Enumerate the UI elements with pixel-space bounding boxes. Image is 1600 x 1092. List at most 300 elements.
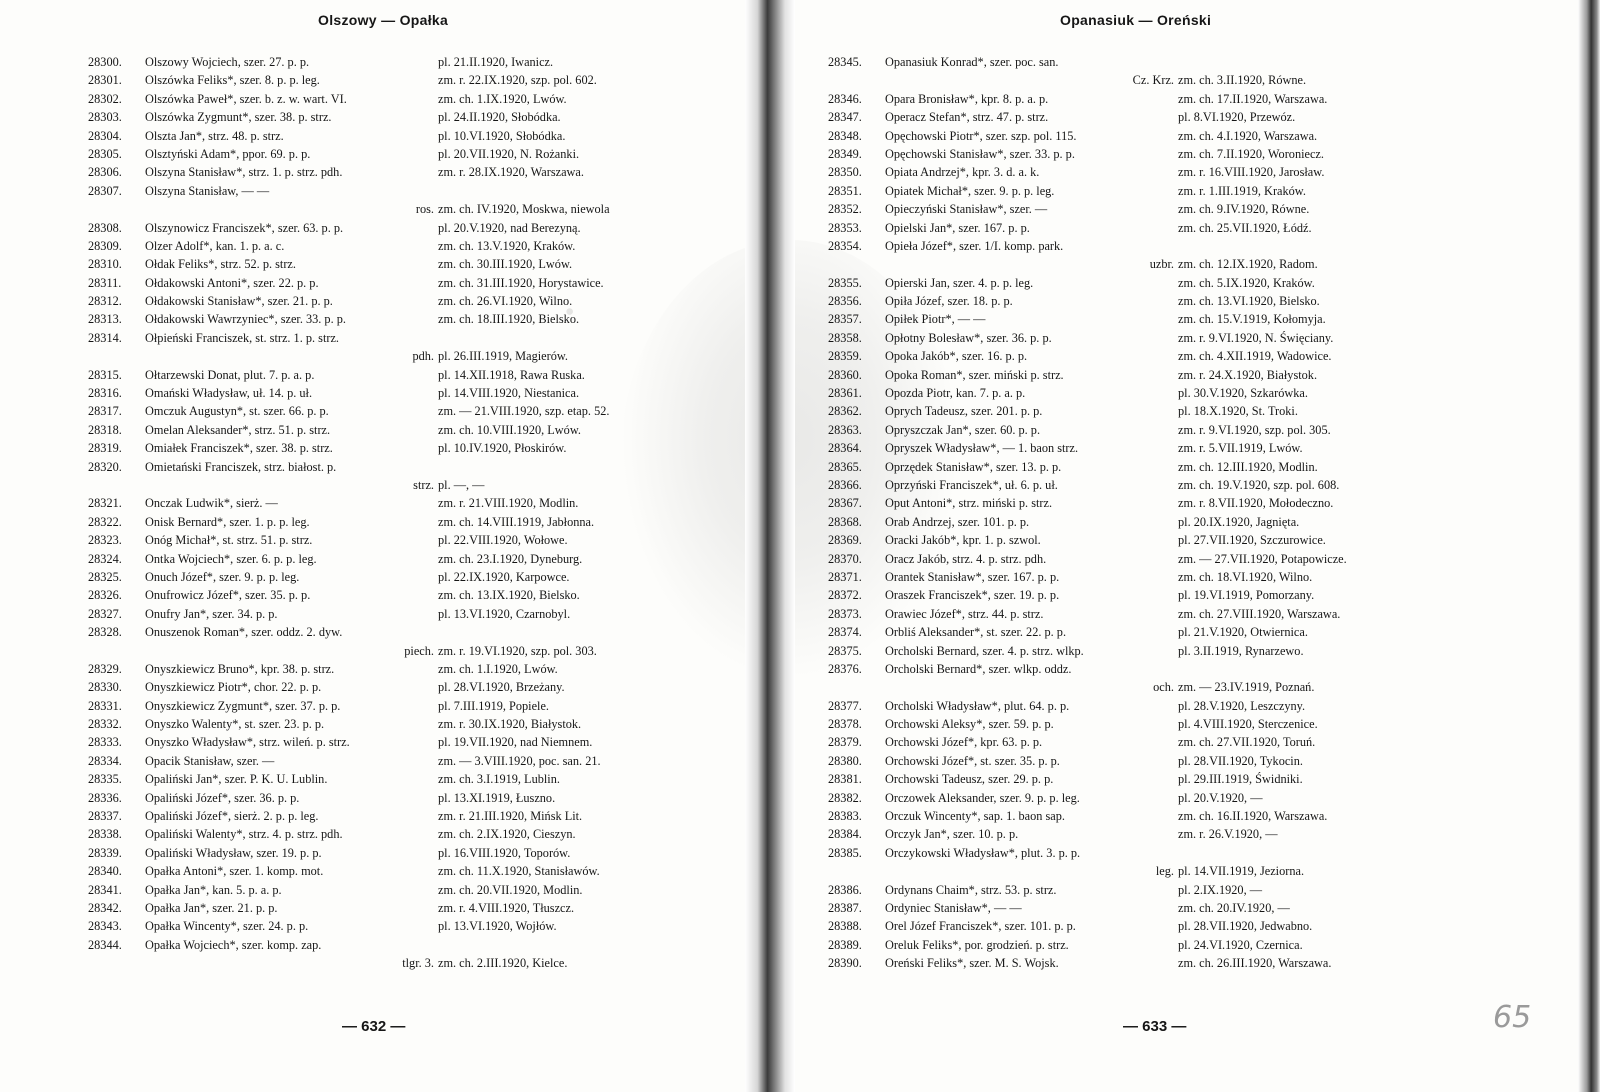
list-item [88,660,708,678]
entry-record: zm. ch. 14.VIII.1919, Jabłonna. [438,514,595,529]
entry-name: Onufrowicz Józef*, szer. 35. p. p. [145,588,311,603]
list-item-continuation [828,862,1448,880]
list-item-continuation [828,255,1448,273]
entry-record: zm. ch. 1.I.1920, Lwów. [438,661,558,676]
entry-record: pl. 28.VII.1920, Jedwabno. [1178,919,1313,934]
entry-number: 28324. [88,551,122,566]
list-item [88,881,708,899]
list-item [828,568,1448,586]
entry-number: 28358. [828,330,862,345]
list-item [828,936,1448,954]
entry-number: 28306. [88,165,122,180]
entry-number: 28378. [828,717,862,732]
list-item [88,108,708,126]
list-item [88,936,708,954]
entry-number: 28364. [828,441,862,456]
entry-list [828,53,1448,973]
list-item [828,531,1448,549]
entry-name: Opanasiuk Konrad*, szer. poc. san. [885,55,1059,69]
entry-number: 28371. [828,569,862,584]
entry-number: 28389. [828,937,862,952]
list-item [88,623,708,641]
entry-name: Opiłek Piotr*, — — [885,312,986,327]
entry-name: Opryszczak Jan*, szer. 60. p. p. [885,422,1041,437]
list-item [88,844,708,862]
list-item [828,623,1448,641]
entry-name: Opielski Jan*, szer. 167. p. p. [885,220,1030,235]
list-item [88,733,708,751]
entry-record: zm. ch. 13.VI.1920, Bielsko. [1178,294,1320,309]
entry-record: pl. 10.IV.1920, Płoskirów. [438,441,567,456]
entry-name: Orczykowski Władysław*, plut. 3. p. p. [885,845,1081,860]
entry-number: 28384. [828,827,862,842]
list-item [828,458,1448,476]
entry-name: Oprzędek Stanisław*, szer. 13. p. p. [885,459,1062,474]
entry-name: Opęchowski Stanisław*, szer. 33. p. p. [885,146,1075,161]
list-item [88,439,708,457]
entry-number: 28301. [88,73,122,88]
entry-number: 28366. [828,477,862,492]
entry-name: Orbliś Aleksander*, st. szer. 22. p. p. [885,625,1067,640]
list-item [828,329,1448,347]
list-item [88,678,708,696]
entry-record: pl. 28.VII.1920, Tykocin. [1178,753,1303,768]
entry-name: Ołdakowski Antoni*, szer. 22. p. p. [145,275,319,290]
entry-number: 28354. [828,238,862,253]
entry-record: zm. r. 24.X.1920, Białystok. [1178,367,1318,382]
entry-record: zm. ch. 27.VIII.1920, Warszawa. [1178,606,1341,621]
entry-name: Ordynans Chaim*, strz. 53. p. strz. [885,882,1057,897]
entry-record: zm. ch. 11.X.1920, Stanisławów. [438,864,600,879]
entry-name: Opaliński Józef*, sierż. 2. p. p. leg. [145,809,319,824]
entry-number: 28353. [828,220,862,235]
entry-number: 28390. [828,956,862,971]
entry-name: Orel Józef Franciszek*, szer. 101. p. p. [885,919,1076,934]
right-page [790,0,1580,1092]
entry-record: pl. 13.VI.1920, Wojłów. [438,919,557,934]
entry-name: Ordyniec Stanisław*, — — [885,900,1022,915]
entry-name: Orczowek Aleksander, szer. 9. p. p. leg. [885,790,1080,805]
entry-name: Opałka Wincenty*, szer. 24. p. p. [145,919,309,934]
entry-number: 28347. [828,110,862,125]
entry-name: Orantek Stanisław*, szer. 167. p. p. [885,569,1060,584]
list-item [88,53,708,71]
entry-name: Olszyna Stanisław, — — [145,183,270,198]
entry-name: Orchowski Józef*, st. szer. 35. p. p. [885,753,1060,768]
entry-record: zm. ch. 27.VII.1920, Toruń. [1178,735,1316,750]
entry-number: 28310. [88,257,122,272]
list-item [88,825,708,843]
entry-record: zm. r. 21.III.1920, Mińsk Lit. [438,809,583,824]
list-item [828,163,1448,181]
entry-record: zm. ch. 17.II.1920, Warszawa. [1178,91,1328,106]
entry-number: 28329. [88,661,122,676]
entry-number: 28380. [828,753,862,768]
entry-number: 28362. [828,404,862,419]
entry-number: 28357. [828,312,862,327]
entry-record: pl. 20.V.1920, nad Berezyną. [438,220,581,235]
entry-name: Opiła Józef, szer. 18. p. p. [885,294,1013,309]
list-item [828,825,1448,843]
entry-record: zm. ch. 25.VII.1920, Łódź. [1178,220,1312,235]
entry-number: 28330. [88,680,122,695]
entry-record: zm. r. 8.VII.1920, Mołodeczno. [1178,496,1334,511]
list-item [828,476,1448,494]
list-item [828,789,1448,807]
entry-record: zm. — 3.VIII.1920, poc. san. 21. [438,753,601,768]
entry-record: zm. r. 4.VIII.1920, Tłuszcz. [438,900,575,915]
entry-name: Omczuk Augustyn*, st. szer. 66. p. p. [145,404,329,419]
entry-record: pl. 19.VII.1920, nad Niemnem. [438,735,593,750]
list-item [828,715,1448,733]
entry-name: Omański Władysław, uł. 14. p. uł. [145,386,313,401]
list-item [828,605,1448,623]
entry-name: Opaliński Władysław, szer. 19. p. p. [145,845,322,860]
entry-name: Oprych Tadeusz, szer. 201. p. p. [885,404,1043,419]
book-gutter [745,0,795,1092]
list-item-continuation [828,71,1448,89]
entry-number: 28345. [828,55,862,69]
entry-name: Onyszkiewicz Zygmunt*, szer. 37. p. p. [145,698,341,713]
entry-record: pl. 21.II.1920, Iwanicz. [438,55,554,69]
list-item [88,715,708,733]
entry-record: zm. ch. 23.I.1920, Dyneburg. [438,551,583,566]
entry-name: Opęchowski Piotr*, szer. szp. pol. 115. [885,128,1077,143]
entry-name: Onuszenok Roman*, szer. oddz. 2. dyw. [145,625,343,640]
entry-name: Opryszek Władysław*, — 1. baon strz. [885,441,1079,456]
entry-record: zm. ch. 5.IX.1920, Kraków. [1178,275,1315,290]
entry-record: pl. 20.IX.1920, Jagnięta. [1178,514,1300,529]
entry-name: Ołtarzewski Donat, plut. 7. p. a. p. [145,367,315,382]
entry-name: Onuch Józef*, szer. 9. p. p. leg. [145,569,300,584]
list-item [828,145,1448,163]
entry-name: Olszyna Stanisław*, strz. 1. p. strz. pdh. [145,165,343,180]
list-item [828,899,1448,917]
list-item [88,586,708,604]
entry-number: 28332. [88,717,122,732]
list-item [828,439,1448,457]
entry-record: pl. 14.XII.1918, Rawa Ruska. [438,367,585,382]
list-item [88,697,708,715]
list-item [88,274,708,292]
entry-continuation: strz. [413,477,434,492]
entry-name: Onczak Ludwik*, sierż. — [145,496,278,511]
entry-name: Ołdakowski Wawrzyniec*, szer. 33. p. p. [145,312,346,327]
pencil-annotation: 65 [1493,1000,1532,1035]
entry-record: pl. 4.VIII.1920, Sterczenice. [1178,717,1318,732]
list-item [88,292,708,310]
entry-number: 28326. [88,588,122,603]
entry-number: 28337. [88,809,122,824]
entry-number: 28333. [88,735,122,750]
entry-number: 28360. [828,367,862,382]
entry-name: Opoka Roman*, szer. miński p. strz. [885,367,1064,382]
list-item [828,733,1448,751]
entry-name: Orchowski Józef*, kpr. 63. p. p. [885,735,1043,750]
entry-number: 28348. [828,128,862,143]
entry-record: pl. 20.VII.1920, N. Rożanki. [438,146,580,161]
entry-record: zm. r. 9.VI.1920, szp. pol. 305. [1178,422,1331,437]
list-item [828,421,1448,439]
entry-number: 28359. [828,349,862,364]
entry-name: Onóg Michał*, st. strz. 51. p. strz. [145,533,313,548]
entry-record: pl. 19.VI.1919, Pomorzany. [1178,588,1315,603]
list-item [88,494,708,512]
list-item [828,219,1448,237]
entry-number: 28346. [828,91,862,106]
entry-number: 28388. [828,919,862,934]
entry-record: zm. ch. 1.IX.1920, Lwów. [438,91,567,106]
entry-number: 28355. [828,275,862,290]
entry-name: Omiałek Franciszek*, szer. 38. p. strz. [145,441,333,456]
left-page [0,0,760,1092]
entry-name: Orab Andrzej, szer. 101. p. p. [885,514,1030,529]
entry-name: Onisk Bernard*, szer. 1. p. p. leg. [145,514,310,529]
entry-record: zm. r. 30.IX.1920, Białystok. [438,717,582,732]
entry-name: Opieczyński Stanisław*, szer. — [885,202,1048,217]
entry-name: Orcholski Bernard*, szer. wlkp. oddz. [885,661,1072,676]
entry-number: 28302. [88,91,122,106]
entry-name: Oracki Jakób*, kpr. 1. p. szwol. [885,533,1041,548]
entry-name: Olszówka Paweł*, szer. b. z. w. wart. VI. [145,91,347,106]
entry-name: Opara Bronisław*, kpr. 8. p. a. p. [885,91,1049,106]
entry-name: Oreluk Feliks*, por. grodzień. p. strz. [885,937,1069,952]
entry-number: 28328. [88,625,122,640]
entry-number: 28338. [88,827,122,842]
list-item [828,182,1448,200]
entry-number: 28304. [88,128,122,143]
entry-record: pl. 28.V.1920, Leszczyny. [1178,698,1306,713]
list-item [828,770,1448,788]
entry-name: Olszowy Wojciech, szer. 27. p. p. [145,55,310,69]
entry-number: 28379. [828,735,862,750]
entry-number: 28335. [88,772,122,787]
list-item [828,292,1448,310]
list-item-continuation [88,200,708,218]
entry-record: pl. 30.V.1920, Szkarówka. [1178,386,1308,401]
list-item [88,458,708,476]
list-item [88,917,708,935]
entry-record: zm. ch. 15.V.1919, Kołomyja. [1178,312,1326,327]
entry-number: 28341. [88,882,122,897]
list-item [828,586,1448,604]
entry-record: zm. r. 9.VI.1920, N. Święciany. [1178,330,1334,345]
list-item [88,770,708,788]
entry-name: Orchowski Tadeusz, szer. 29. p. p. [885,772,1054,787]
list-item [828,881,1448,899]
entry-name: Opiata Andrzej*, kpr. 3. d. a. k. [885,165,1040,180]
entry-record: zm. ch. 13.V.1920, Kraków. [438,238,576,253]
list-item [88,862,708,880]
entry-record: pl. 18.X.1920, St. Troki. [1178,404,1298,419]
entry-record: pl. 24.VI.1920, Czernica. [1178,937,1303,952]
entry-number: 28386. [828,882,862,897]
entry-record: zm. ch. 2.III.1920, Kielce. [438,956,568,971]
list-item [88,384,708,402]
entry-record: zm. r. 1.III.1919, Kraków. [1178,183,1306,198]
running-header: Opanasiuk — Oreński [1060,12,1212,28]
entry-record: zm. r. 22.IX.1920, szp. pol. 602. [438,73,597,88]
entry-continuation: uzbr. [1149,257,1174,272]
entry-name: Onyszko Walenty*, st. szer. 23. p. p. [145,717,325,732]
entry-number: 28322. [88,514,122,529]
entry-record: zm. ch. 19.V.1920, szp. pol. 608. [1178,477,1340,492]
entry-record: pl. 22.VIII.1920, Wołowe. [438,533,568,548]
list-item-continuation [88,347,708,365]
entry-record: zm. ch. 18.III.1920, Bielsko. [438,312,580,327]
list-item [828,366,1448,384]
list-item [88,219,708,237]
entry-name: Oreński Feliks*, szer. M. S. Wojsk. [885,956,1059,971]
entry-record: pl. 16.VIII.1920, Toporów. [438,845,571,860]
entry-record: pl. 3.II.1919, Rynarzewo. [1178,643,1304,658]
entry-record: zm. ch. 12.IX.1920, Radom. [1178,257,1318,272]
entry-name: Onyszkiewicz Bruno*, kpr. 38. p. strz. [145,661,335,676]
list-item [88,329,708,347]
entry-number: 28342. [88,900,122,915]
entry-record: pl. 7.III.1919, Popiele. [438,698,549,713]
entry-number: 28314. [88,330,122,345]
entry-name: Oput Antoni*, strz. miński p. strz. [885,496,1053,511]
list-item [828,513,1448,531]
list-item [88,513,708,531]
entry-name: Ołpieński Franciszek, st. strz. 1. p. strz. [145,330,339,345]
entry-number: 28383. [828,809,862,824]
list-item [828,697,1448,715]
entry-name: Opacik Stanisław, szer. — [145,753,275,768]
entry-record: pl. 13.XI.1919, Łuszno. [438,790,556,805]
entry-number: 28368. [828,514,862,529]
entry-number: 28309. [88,238,122,253]
entry-record: pl. 27.VII.1920, Szczurowice. [1178,533,1326,548]
entry-number: 28352. [828,202,862,217]
entry-name: Olszówka Zygmunt*, szer. 38. p. strz. [145,110,332,125]
entry-record: zm. ch. 4.XII.1919, Wadowice. [1178,349,1332,364]
list-item [828,53,1448,71]
entry-record: pl. 2.IX.1920, — [1178,882,1263,897]
entry-name: Opłotny Bolesław*, szer. 36. p. p. [885,330,1052,345]
entry-number: 28351. [828,183,862,198]
entry-record: pl. 29.III.1919, Świdniki. [1178,772,1303,787]
entry-record: pl. 21.V.1920, Otwiernica. [1178,625,1308,640]
entry-name: Opałka Jan*, kan. 5. p. a. p. [145,882,282,897]
entry-number: 28308. [88,220,122,235]
entry-number: 28305. [88,146,122,161]
entry-record: zm. ch. 3.II.1920, Równe. [1178,73,1307,88]
entry-name: Opoka Jakób*, szer. 16. p. p. [885,349,1028,364]
list-item [828,347,1448,365]
list-item [828,127,1448,145]
entry-number: 28381. [828,772,862,787]
entry-record: zm. r. 21.VIII.1920, Modlin. [438,496,579,511]
entry-number: 28350. [828,165,862,180]
entry-name: Orczyk Jan*, szer. 10. p. p. [885,827,1019,842]
entry-name: Onyszko Władysław*, strz. wileń. p. strz. [145,735,350,750]
entry-number: 28325. [88,569,122,584]
entry-name: Orczuk Wincenty*, sap. 1. baon sap. [885,809,1065,824]
entry-record: zm. ch. 12.III.1920, Modlin. [1178,459,1318,474]
list-item [88,402,708,420]
entry-number: 28307. [88,183,122,198]
list-item [828,550,1448,568]
entry-record: pl. 20.V.1920, — [1178,790,1263,805]
entry-name: Opałka Wojciech*, szer. komp. zap. [145,937,322,952]
entry-record: pl. 24.II.1920, Słobódka. [438,110,561,125]
entry-number: 28372. [828,588,862,603]
entry-continuation: tlgr. 3. [402,956,434,971]
list-item [88,255,708,273]
entry-name: Oracz Jakób, strz. 4. p. strz. pdh. [885,551,1047,566]
entry-name: Orchowski Aleksy*, szer. 59. p. p. [885,717,1054,732]
entry-number: 28377. [828,698,862,713]
entry-name: Onufry Jan*, szer. 34. p. p. [145,606,278,621]
entry-number: 28323. [88,533,122,548]
entry-list [88,53,708,973]
page-number: — 632 — [342,1018,406,1035]
entry-name: Orcholski Władysław*, plut. 64. p. p. [885,698,1070,713]
entry-record: zm. ch. 2.IX.1920, Cieszyn. [438,827,576,842]
list-item [88,752,708,770]
entry-name: Olszta Jan*, strz. 48. p. strz. [145,128,284,143]
entry-name: Orcholski Bernard, szer. 4. p. strz. wlkp. [885,643,1084,658]
entry-number: 28331. [88,698,122,713]
watermark-text-fragment: · [542,282,597,342]
entry-record: pl. —, — [438,477,485,492]
entry-record: zm. ch. 20.VII.1920, Modlin. [438,882,583,897]
entry-continuation: leg. [1155,864,1174,879]
entry-number: 28311. [88,275,122,290]
entry-number: 28369. [828,533,862,548]
entry-record: zm. ch. 9.IV.1920, Równe. [1178,202,1310,217]
list-item [828,200,1448,218]
entry-number: 28303. [88,110,122,125]
list-item [88,182,708,200]
list-item [88,789,708,807]
entry-record: zm. ch. 4.I.1920, Warszawa. [1178,128,1318,143]
entry-record: zm. — 23.IV.1919, Poznań. [1178,680,1315,695]
list-item [88,899,708,917]
list-item-continuation [88,476,708,494]
entry-record: pl. 26.III.1919, Magierów. [438,349,568,364]
list-item [828,384,1448,402]
entry-name: Opierski Jan, szer. 4. p. p. leg. [885,275,1034,290]
entry-record: zm. r. 5.VII.1919, Lwów. [1178,441,1303,456]
entry-number: 28344. [88,937,122,952]
entry-number: 28300. [88,55,122,69]
list-item [828,402,1448,420]
entry-continuation: piech. [404,643,434,658]
entry-record: pl. 14.VII.1919, Jeziorna. [1178,864,1305,879]
list-item [88,127,708,145]
entry-name: Omelan Aleksander*, strz. 51. p. strz. [145,422,331,437]
entry-name: Opieła Józef*, szer. 1/I. komp. park. [885,238,1064,253]
entry-number: 28320. [88,459,122,474]
entry-name: Olsztyński Adam*, ppor. 69. p. p. [145,146,311,161]
entry-record: pl. 10.VI.1920, Słobódka. [438,128,566,143]
entry-name: Omietański Franciszek, strz. białost. p. [145,459,337,474]
entry-name: Operacz Stefan*, strz. 47. p. strz. [885,110,1049,125]
entry-record: pl. 14.VIII.1920, Niestanica. [438,386,580,401]
entry-number: 28382. [828,790,862,805]
list-item [88,237,708,255]
entry-record: zm. ch. 7.II.1920, Woroniecz. [1178,146,1324,161]
entry-number: 28317. [88,404,122,419]
entry-name: Ołdak Feliks*, strz. 52. p. strz. [145,257,296,272]
entry-name: Opałka Antoni*, szer. 1. komp. mot. [145,864,324,879]
entry-number: 28313. [88,312,122,327]
entry-number: 28385. [828,845,862,860]
entry-number: 28315. [88,367,122,382]
